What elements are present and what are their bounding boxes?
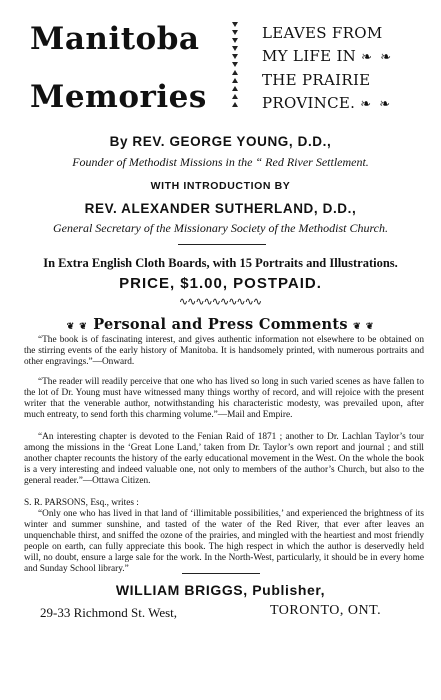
section-heading bbox=[0, 316, 441, 333]
subtitle-line-4: PROVINCE. bbox=[262, 94, 356, 112]
ornament-graphic bbox=[228, 20, 242, 112]
title-line-1: Manitoba bbox=[30, 21, 200, 57]
section-heading-text: Personal and Press Comments bbox=[93, 316, 348, 333]
leaf-flourish-icon: ❧ ❧ bbox=[360, 97, 393, 112]
divider bbox=[182, 573, 260, 574]
leaf-flourish-icon: ❦ ❦ bbox=[66, 322, 88, 332]
subtitle-line-1: LEAVES FROM bbox=[262, 24, 383, 42]
comment-onward: “The book is of fascinating interest, and gives authentic information not elsewhere to be obtained on the stirring events of the early history of Manitoba. It is handsomely printed, with numerous portraits and other engravings.”—Onward. bbox=[24, 335, 424, 367]
comment-parsons bbox=[24, 498, 424, 575]
leaf-flourish-icon: ❦ ❦ bbox=[353, 322, 375, 332]
comment-mail-and-empire: “The reader will readily perceive that one who has lived so long in such varied scenes as have fallen to the lot of Dr. Young must have witnessed many things worthy of record, and will rejoice with the present writer that the venerable author, notwithstanding his characteristic modesty, was prevailed upon, after much entreaty, to send forth this charming volume.”—Mail and Empire. bbox=[24, 377, 424, 420]
introduction-label: WITH INTRODUCTION BY bbox=[150, 180, 291, 192]
title-line-2: Memories bbox=[30, 79, 207, 115]
price: PRICE, $1.00, POSTPAID. bbox=[119, 275, 322, 292]
parsons-name: S. R. PARSONS, Esq., writes : bbox=[24, 498, 139, 508]
book-subtitle bbox=[262, 22, 432, 116]
divider bbox=[178, 244, 266, 245]
comment-ottawa-citizen: “An interesting chapter is devoted to the Fenian Raid of 1871 ; another to Dr. Lachlan Taylor’s tour among the missions in the ‘Great Lone Land,’ taken from Dr. Taylor’s own report and journal ; and still another chapter recounts the history of the early educational movement in the West. On the whole the book is a very interesting and indeed valuable one, not only to members of the author’s Church, but also to the general reader.”—Ottawa Citizen. bbox=[24, 432, 424, 486]
author-name: By REV. GEORGE YOUNG, D.D., bbox=[109, 134, 332, 149]
book-title bbox=[30, 22, 230, 114]
subtitle-line-3: THE PRAIRIE bbox=[262, 71, 371, 89]
publisher-name: WILLIAM BRIGGS, Publisher, bbox=[115, 582, 326, 598]
introducer-name: REV. ALEXANDER SUTHERLAND, D.D., bbox=[84, 201, 357, 216]
subtitle-line-2: MY LIFE IN bbox=[262, 47, 357, 65]
publisher-city: TORONTO, ONT. bbox=[270, 603, 382, 618]
leaf-flourish-icon: ❧ ❧ bbox=[361, 50, 394, 65]
publisher-address: 29-33 Richmond St. West, bbox=[40, 605, 178, 620]
subtitle-line-4-row bbox=[262, 92, 432, 116]
squiggle-divider-icon: ∿∿∿∿∿∿∿∿∿∿ bbox=[178, 295, 262, 308]
introducer-description: General Secretary of the Missionary Society of the Methodist Church. bbox=[52, 221, 389, 235]
ornamental-chain-icon bbox=[228, 20, 242, 110]
subtitle-line-2-row bbox=[262, 45, 432, 69]
parsons-text: “Only one who has lived in that land of ‘illimitable possibilities,’ and experienced the brightness of its winter and summer sunshine, and tasted of the water of the Red River, that ever after leaves an unquenchable thirst, and sniffed the ozone of the prairies, and mingled with the heartiest and most friendly people on earth, can fully appreciate this book. The high respect in which the author is deservedly held will, no doubt, ensure a large sale for the work. In the North-West, particularly, it should be in every home and Sunday School library.” bbox=[24, 509, 424, 574]
author-description: Founder of Methodist Missions in the “ Red River Settlement. bbox=[72, 155, 369, 169]
binding-info: In Extra English Cloth Boards, with 15 Portraits and Illustrations. bbox=[43, 256, 398, 270]
